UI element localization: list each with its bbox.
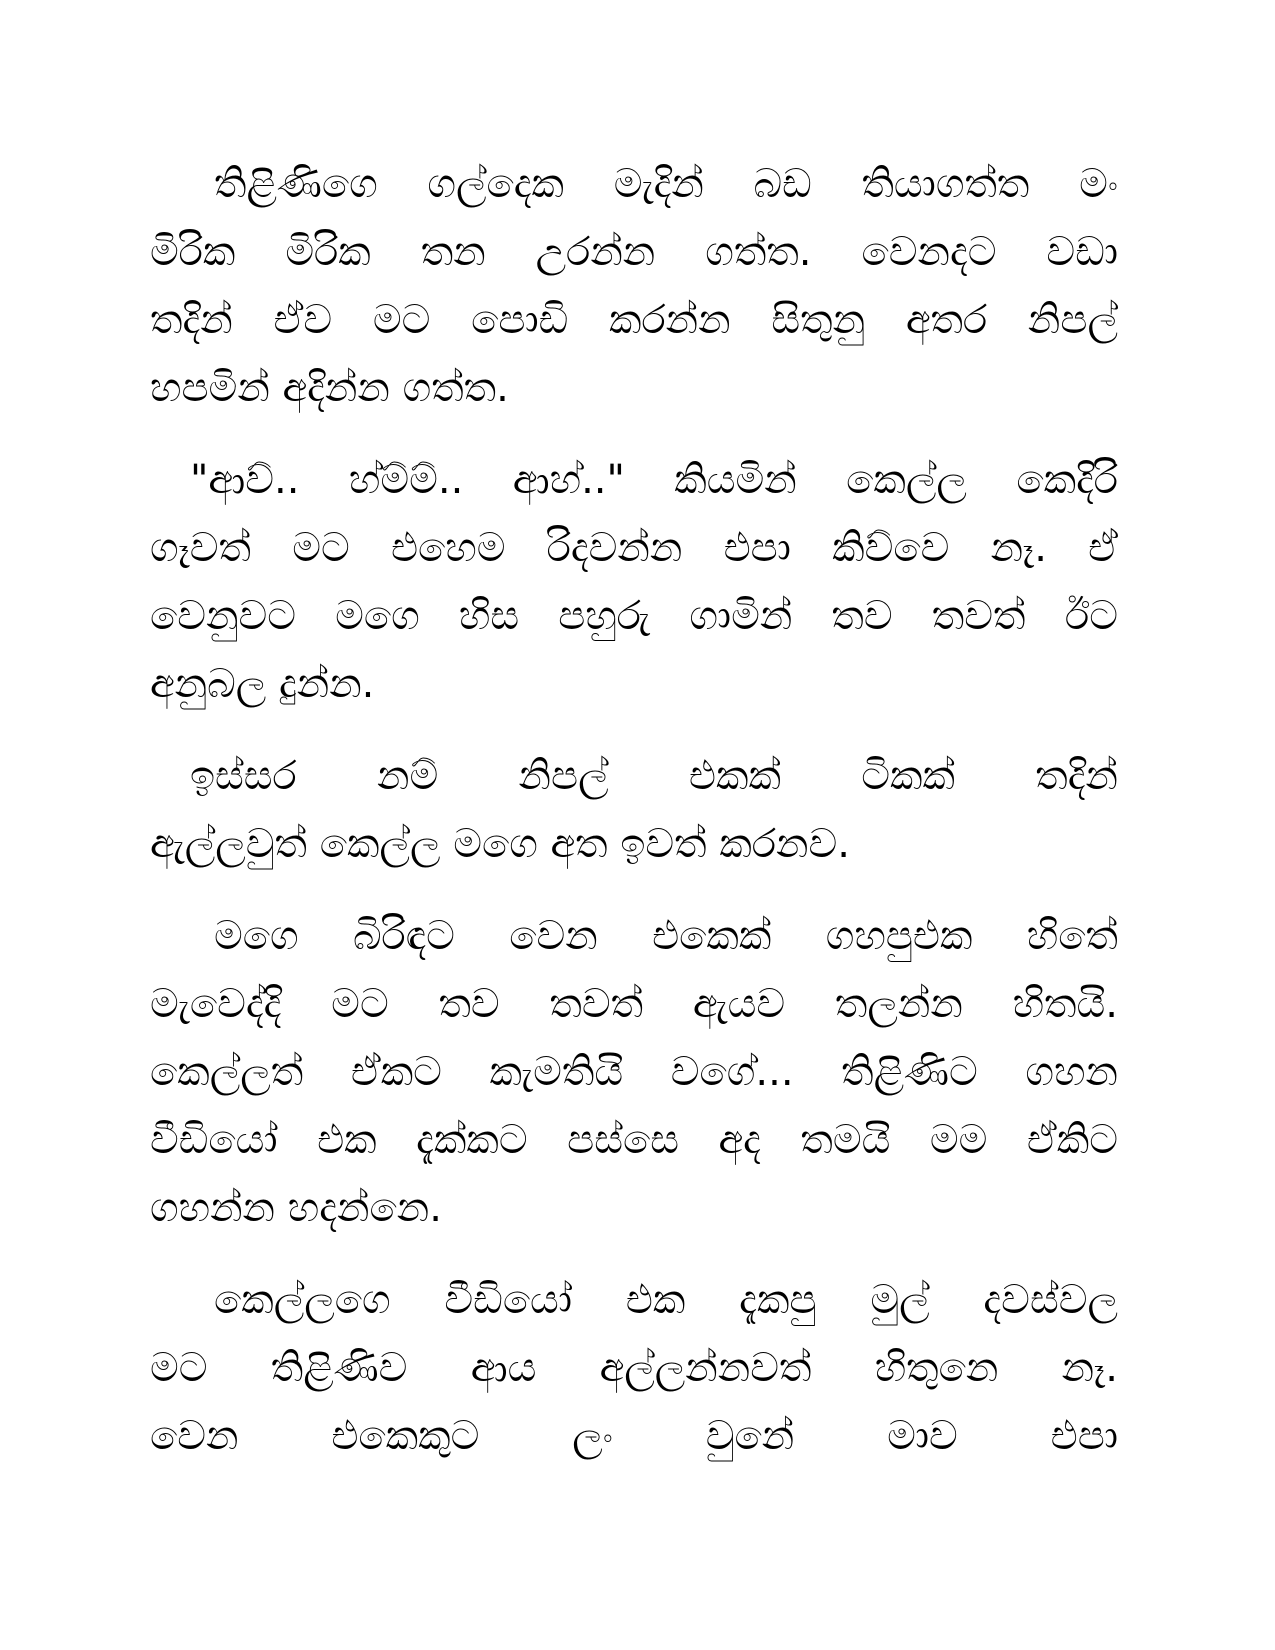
text-line: හපමින් අදින්න ගත්ත. bbox=[150, 365, 509, 411]
text-line: කෙල්ලගෙ වීඩියෝ එක දැකපු මුල් දවස්වල bbox=[214, 1277, 1118, 1323]
text-line: වෙන එකෙකුට ලං වුනේ මාව එපා bbox=[150, 1413, 1118, 1459]
paragraph-1 bbox=[150, 150, 1118, 422]
paragraph-2 bbox=[150, 446, 1118, 718]
text-line: කෙල්ලත් ඒකට කැමතියි වගේ... තිළිණිට ගහන bbox=[150, 1049, 1118, 1095]
paragraph-4 bbox=[150, 902, 1118, 1242]
text-line: ගහන්න හදන්නෙ. bbox=[150, 1185, 442, 1231]
text-line: වෙනුවට මගෙ හිස පහුරු ගාමින් තව තවත් ඊට bbox=[150, 593, 1118, 639]
paragraph-5 bbox=[150, 1266, 1118, 1470]
paragraph-3 bbox=[150, 742, 1118, 878]
text-line: අනුබල දුන්න. bbox=[150, 661, 375, 707]
text-line: වීඩියෝ එක දැක්කට පස්සෙ අද තමයි මම ඒකිට bbox=[150, 1117, 1118, 1163]
text-line: "ආව්.. හ්ම්ම්.. ආහ්.." කියමින් කෙල්ල කෙදිරි bbox=[190, 457, 1118, 503]
text-line: ඇල්ලවුත් කෙල්ල මගෙ අත ඉවත් කරනව. bbox=[150, 821, 850, 867]
text-line: මගෙ බිරිඳට වෙන එකෙක් ගහපුඑක හිතේ bbox=[214, 913, 1118, 959]
text-line: මිරික මිරික තන උරන්න ගත්ත. වෙනදට වඩා bbox=[150, 229, 1118, 275]
text-line: තදින් ඒව මට පොඩි කරන්න සිතුනු අතර නිපල් bbox=[150, 297, 1118, 343]
text-line: මට තිළිණිව ආය අල්ලන්නවත් හිතුනෙ නෑ. bbox=[150, 1345, 1118, 1391]
text-line: තිළිණිගෙ ගල්දෙක මැදින් බඩ තියාගත්ත මං bbox=[214, 161, 1118, 207]
text-line: ඉස්සර නම් නිපල් එකක් ටිකක් තදින් bbox=[190, 753, 1118, 799]
text-line: මැවෙද්දි මට තව තවත් ඇයව තලන්න හිතයි. bbox=[150, 981, 1118, 1027]
body-text bbox=[150, 150, 1118, 1494]
text-line: ගෑවත් මට එහෙම රිදවන්න එපා කිව්වෙ නෑ. ඒ bbox=[150, 525, 1118, 571]
